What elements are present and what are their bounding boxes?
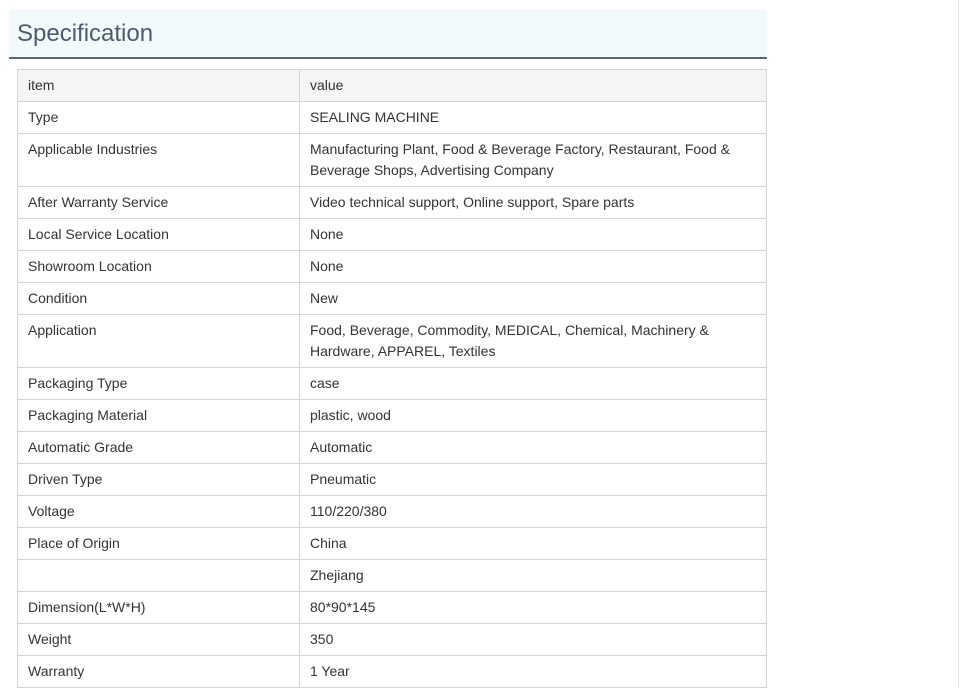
spec-value-cell: Food, Beverage, Commodity, MEDICAL, Chemical, Machinery & Hardware, APPAREL, Textiles [300, 315, 767, 368]
spec-item-cell: Local Service Location [18, 219, 300, 251]
spec-value-cell: Automatic [300, 432, 767, 464]
table-row [18, 592, 767, 624]
spec-value-cell: New [300, 283, 767, 315]
table-row [18, 368, 767, 400]
table-header-row [18, 70, 767, 102]
column-header-value: value [300, 70, 767, 102]
table-row [18, 251, 767, 283]
table-row [18, 528, 767, 560]
table-row [18, 624, 767, 656]
section-title: Specification [17, 20, 154, 47]
spec-item-cell: Voltage [18, 496, 300, 528]
table-row [18, 283, 767, 315]
table-row [18, 432, 767, 464]
spec-value-cell: Pneumatic [300, 464, 767, 496]
spec-value-cell: 1 Year [300, 656, 767, 688]
spec-item-cell: Condition [18, 283, 300, 315]
spec-value-cell: Zhejiang [300, 560, 767, 592]
spec-value-cell: None [300, 219, 767, 251]
spec-item-cell: Place of Origin [18, 528, 300, 560]
spec-value-cell: China [300, 528, 767, 560]
spec-value-cell: Video technical support, Online support, Spare parts [300, 187, 767, 219]
spec-value-cell: 110/220/380 [300, 496, 767, 528]
column-header-item: item [18, 70, 300, 102]
spec-item-cell: Type [18, 102, 300, 134]
spec-value-cell: SEALING MACHINE [300, 102, 767, 134]
spec-value-cell: Manufacturing Plant, Food & Beverage Factory, Restaurant, Food & Beverage Shops, Advertising Company [300, 134, 767, 187]
spec-value-cell: plastic, wood [300, 400, 767, 432]
spec-item-cell [18, 560, 300, 592]
spec-value-cell: 80*90*145 [300, 592, 767, 624]
table-row [18, 315, 767, 368]
spec-value-cell: None [300, 251, 767, 283]
spec-item-cell: Weight [18, 624, 300, 656]
table-row [18, 464, 767, 496]
spec-item-cell: Automatic Grade [18, 432, 300, 464]
spec-item-cell: Showroom Location [18, 251, 300, 283]
spec-item-cell: Application [18, 315, 300, 368]
spec-item-cell: Driven Type [18, 464, 300, 496]
page-edge-divider [958, 0, 959, 688]
table-row [18, 400, 767, 432]
spec-item-cell: Packaging Type [18, 368, 300, 400]
table-row [18, 656, 767, 688]
spec-item-cell: Applicable Industries [18, 134, 300, 187]
spec-item-cell: Dimension(L*W*H) [18, 592, 300, 624]
table-row [18, 102, 767, 134]
spec-item-cell: Packaging Material [18, 400, 300, 432]
table-row [18, 219, 767, 251]
spec-value-cell: case [300, 368, 767, 400]
spec-item-cell: After Warranty Service [18, 187, 300, 219]
table-row [18, 496, 767, 528]
table-row [18, 134, 767, 187]
table-row [18, 560, 767, 592]
spec-value-cell: 350 [300, 624, 767, 656]
specification-header [9, 9, 767, 59]
spec-item-cell: Warranty [18, 656, 300, 688]
specification-table [17, 69, 767, 688]
table-row [18, 187, 767, 219]
